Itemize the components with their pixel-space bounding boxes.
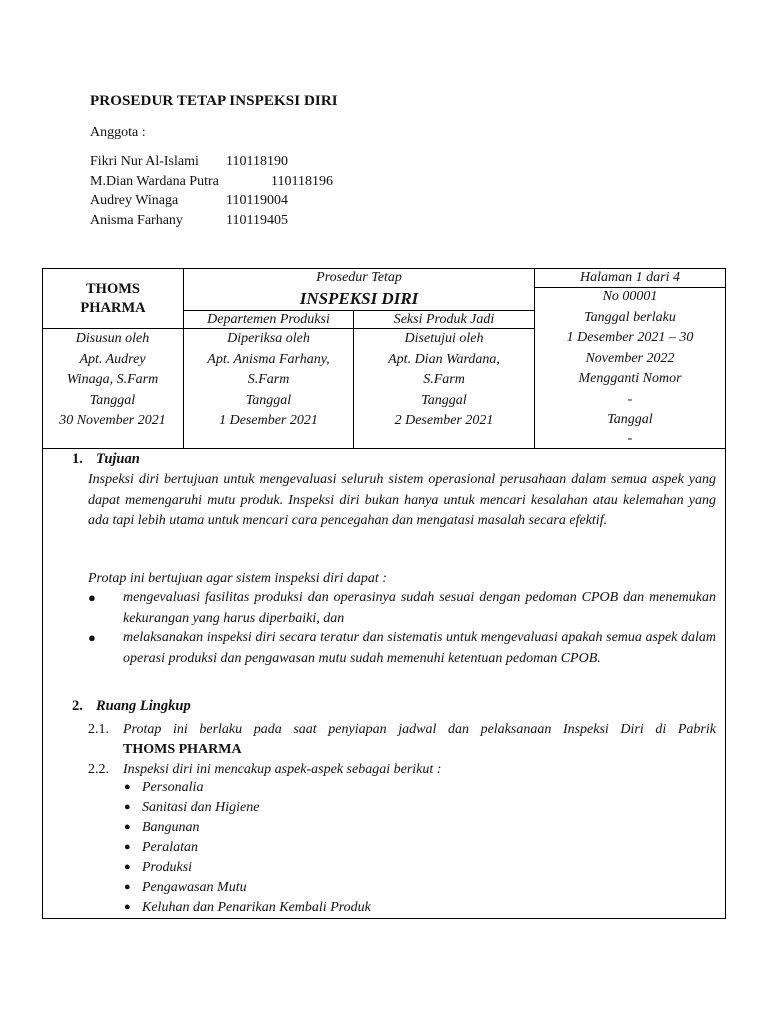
main-title: INSPEKSI DIRI bbox=[299, 289, 419, 308]
aspect-item: ● Pengawasan Mutu bbox=[124, 880, 247, 895]
section-heading-tujuan: 1. Tujuan bbox=[72, 451, 140, 467]
document-title: PROSEDUR TETAP INSPEKSI DIRI bbox=[90, 93, 338, 109]
document-number: No 00001 Tanggal berlaku 1 Desember 2021 – 30 November 2022 Mengganti Nomor - Tanggal - bbox=[566, 289, 694, 446]
seksi-label: Seksi Produk Jadi bbox=[393, 312, 495, 327]
member-nim: 110119004 bbox=[226, 193, 288, 208]
aspect-item: ● Keluhan dan Penarikan Kembali Produk bbox=[124, 900, 371, 915]
tujuan-bullet: mengevaluasi fasilitas produksi dan operasinya sudah sesuai dengan pedoman CPOB dan menemukan kekurangan yang harus diperbaiki, dan bbox=[123, 590, 716, 626]
aspect-item: ● Personalia bbox=[124, 780, 204, 795]
disetujui-cell: Disetujui oleh Apt. Dian Wardana, S.Farm Tanggal 2 Desember 2021 bbox=[388, 331, 500, 428]
table-divider bbox=[42, 448, 726, 449]
tujuan-intro: Protap ini bertujuan agar sistem inspeksi diri dapat : bbox=[88, 571, 387, 586]
member-name: Fikri Nur Al-Islami bbox=[90, 154, 199, 169]
tujuan-paragraph: Inspeksi diri bertujuan untuk mengevaluasi seluruh sistem operasional perusahaan dalam semua aspek yang dapat memengaruhi mutu produk. Inspeksi diri bukan hanya untuk mencari kesalahan atau kelemahan yang ada tapi lebih utama untuk mencari cara pencegahan dan mengatasi masalah secara efektif. bbox=[88, 472, 716, 528]
disusun-cell: Disusun oleh Apt. Audrey Winaga, S.Farm Tanggal 30 November 2021 bbox=[59, 331, 166, 428]
section-heading-ruang-lingkup: 2. Ruang Lingkup bbox=[72, 698, 191, 714]
aspect-item: ● Bangunan bbox=[124, 820, 200, 835]
scope-item: 2.2. Inspeksi diri ini mencakup aspek-aspek sebagai berikut : bbox=[88, 762, 442, 777]
aspect-item: ● Sanitasi dan Higiene bbox=[124, 800, 260, 815]
bullet-icon: ● bbox=[88, 630, 96, 645]
member-row bbox=[90, 174, 333, 190]
diperiksa-cell: Diperiksa oleh Apt. Anisma Farhany, S.Farm Tanggal 1 Desember 2021 bbox=[207, 331, 330, 428]
departemen-label: Departemen Produksi bbox=[207, 312, 330, 327]
tujuan-bullet: melaksanakan inspeksi diri secara teratur dan sistematis untuk mengevaluasi apakah semua aspek dalam operasi produksi dan pengawasan mutu sudah memenuhi ketentuan pedoman CPOB. bbox=[123, 630, 716, 666]
member-name: M.Dian Wardana Putra bbox=[90, 174, 219, 189]
anggota-label: Anggota : bbox=[90, 125, 146, 140]
company-name: THOMS PHARMA bbox=[80, 281, 146, 316]
member-row bbox=[90, 213, 288, 229]
member-row bbox=[90, 193, 288, 209]
member-row bbox=[90, 154, 288, 170]
protap-label: Prosedur Tetap bbox=[316, 270, 402, 285]
bullet-icon: ● bbox=[88, 590, 96, 605]
page-indicator: Halaman 1 dari 4 bbox=[580, 270, 680, 285]
aspect-item: ● Peralatan bbox=[124, 840, 198, 855]
member-name: Audrey Winaga bbox=[90, 193, 179, 208]
member-nim: 110119405 bbox=[226, 213, 288, 228]
member-nim: 110118196 bbox=[271, 174, 333, 189]
scope-item: 2.1. Protap ini berlaku pada saat penyiapan jadwal dan pelaksanaan Inspeksi Diri di Pabrik THOMS PHARMA bbox=[88, 722, 716, 757]
member-nim: 110118190 bbox=[226, 154, 288, 169]
aspect-item: ● Produksi bbox=[124, 860, 193, 875]
member-name: Anisma Farhany bbox=[90, 213, 183, 228]
